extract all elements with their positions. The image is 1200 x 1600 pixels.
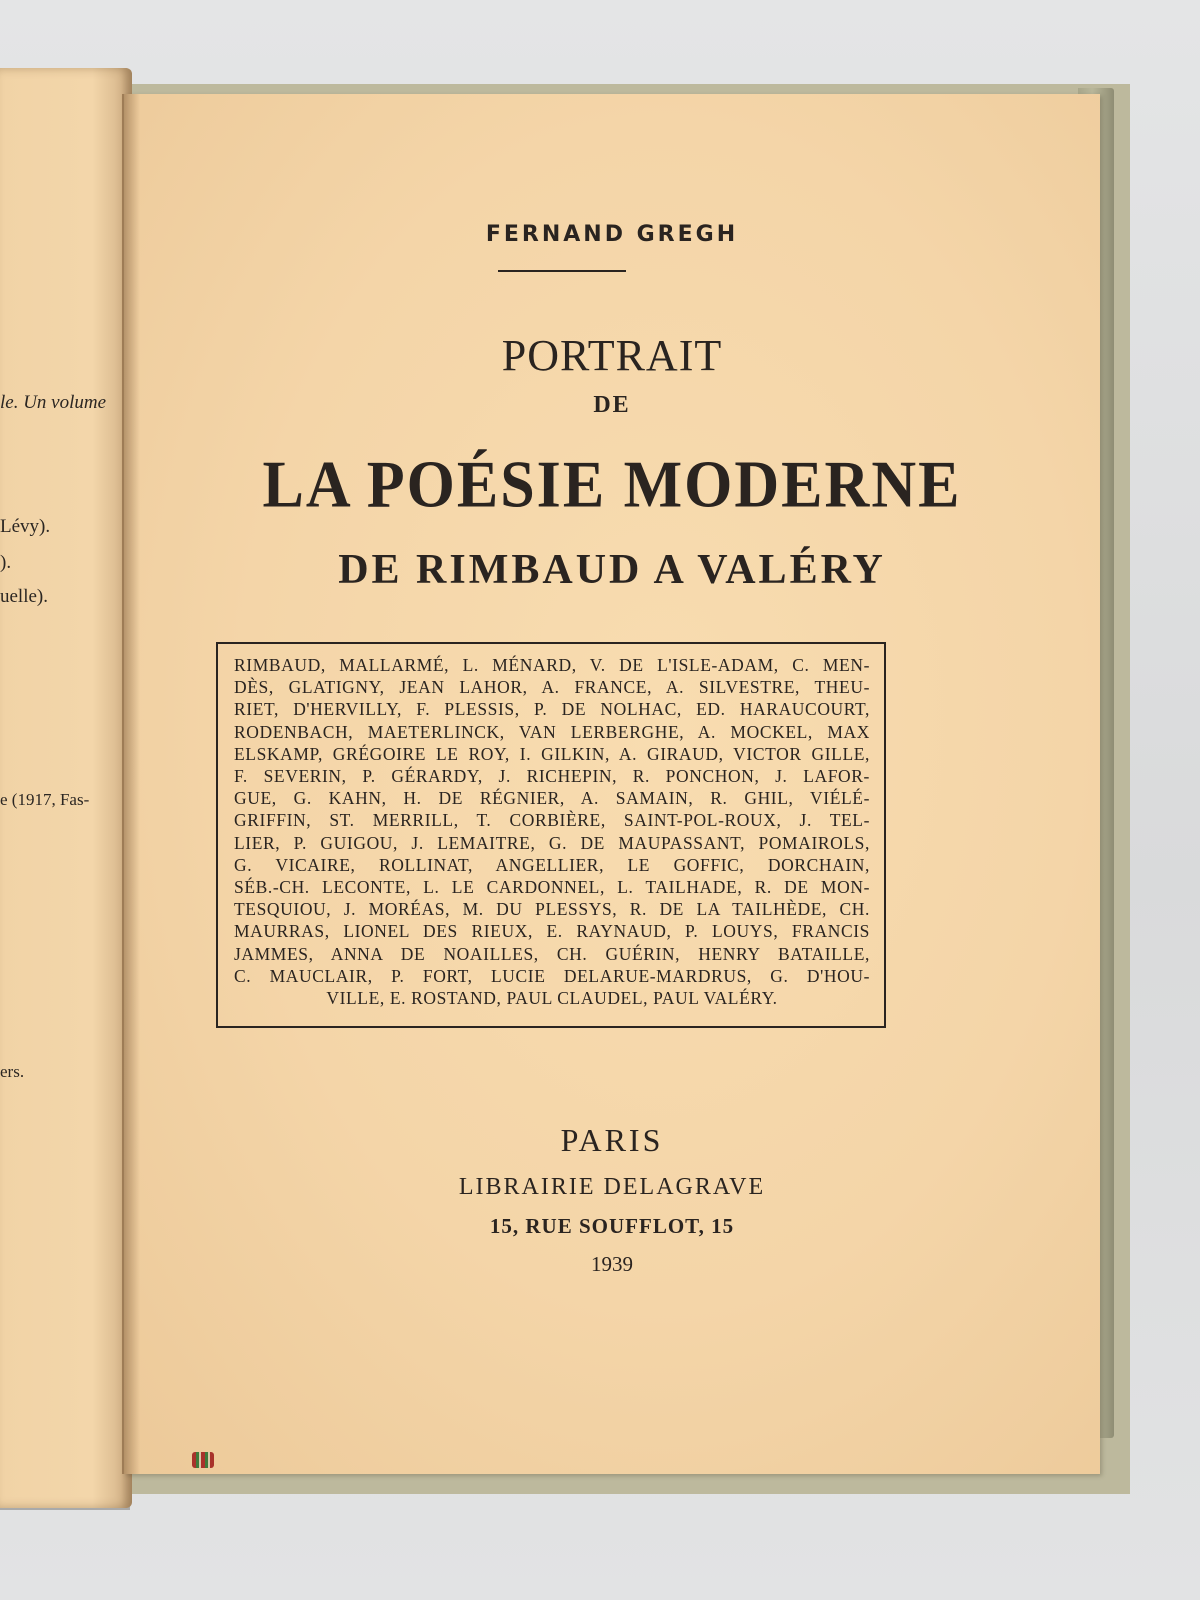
left-fragment: le. Un volume [0, 392, 107, 413]
imprint-address: 15, RUE SOUFFLOT, 15 [489, 1214, 735, 1238]
title-line-2: DE [593, 392, 631, 418]
poets-list-box [216, 642, 886, 1028]
poets-line: DÈS, GLATIGNY, JEAN LAHOR, A. FRANCE, A. SILVESTRE, THEU- [234, 677, 870, 698]
divider-rule [498, 270, 626, 272]
poets-line: C. MAUCLAIR, P. FORT, LUCIE DELARUE-MARDRUS, G. D'HOU- [234, 965, 870, 986]
left-fragment: Lévy). [0, 516, 51, 537]
headband [192, 1452, 214, 1468]
poets-line: RIET, D'HERVILLY, F. PLESSIS, P. DE NOLHAC, ED. HARAUCOURT, [234, 699, 870, 720]
poets-line: RODENBACH, MAETERLINCK, VAN LERBERGHE, A. MOCKEL, MAX [234, 721, 870, 742]
poets-line: JAMMES, ANNA DE NOAILLES, CH. GUÉRIN, HENRY BATAILLE, [234, 943, 870, 964]
left-fragment: e (1917, Fas- [0, 790, 90, 809]
poets-line: G. VICAIRE, ROLLINAT, ANGELLIER, LE GOFFIC, DORCHAIN, [234, 854, 870, 875]
imprint-city: PARIS [560, 1122, 664, 1158]
title-line-1: PORTRAIT [501, 331, 723, 380]
poets-line: RIMBAUD, MALLARMÉ, L. MÉNARD, V. DE L'ISLE-ADAM, C. MEN- [234, 655, 870, 675]
left-page [0, 68, 132, 1508]
left-fragment: uelle). [0, 586, 49, 607]
poets-line: ELSKAMP, GRÉGOIRE LE ROY, I. GILKIN, A. GIRAUD, VICTOR GILLE, [234, 743, 870, 764]
left-fragment: ). [0, 552, 12, 573]
imprint-year: 1939 [591, 1252, 633, 1276]
imprint-publisher: LIBRAIRIE DELAGRAVE [458, 1174, 766, 1200]
gutter-shadow [122, 94, 140, 1474]
title-line-4: DE RIMBAUD A VALÉRY [338, 547, 886, 593]
author-name: FERNAND GREGH [485, 222, 739, 247]
poets-line: SÉB.-CH. LECONTE, L. LE CARDONNEL, L. TAILHADE, R. DE MON- [234, 877, 870, 898]
poets-line: GRIFFIN, ST. MERRILL, T. CORBIÈRE, SAINT-POL-ROUX, J. TEL- [234, 810, 870, 831]
title-line-3: LA POÉSIE MODERNE [262, 448, 962, 522]
poets-line: GUE, G. KAHN, H. DE RÉGNIER, A. SAMAIN, R. GHIL, VIÉLÉ- [234, 788, 870, 809]
title-page [124, 94, 1100, 1474]
poets-line: F. SEVERIN, P. GÉRARDY, J. RICHEPIN, R. PONCHON, J. LAFOR- [234, 766, 870, 787]
poets-line: VILLE, E. ROSTAND, PAUL CLAUDEL, PAUL VALÉRY. [326, 988, 778, 1009]
poets-line: TESQUIOU, J. MORÉAS, M. DU PLESSYS, R. DE LA TAILHÈDE, CH. [234, 899, 870, 920]
poets-line: MAURRAS, LIONEL DES RIEUX, E. RAYNAUD, P. LOUYS, FRANCIS [234, 921, 870, 942]
poets-line: LIER, P. GUIGOU, J. LEMAITRE, G. DE MAUPASSANT, POMAIROLS, [234, 832, 870, 853]
left-fragment: ers. [0, 1062, 25, 1081]
